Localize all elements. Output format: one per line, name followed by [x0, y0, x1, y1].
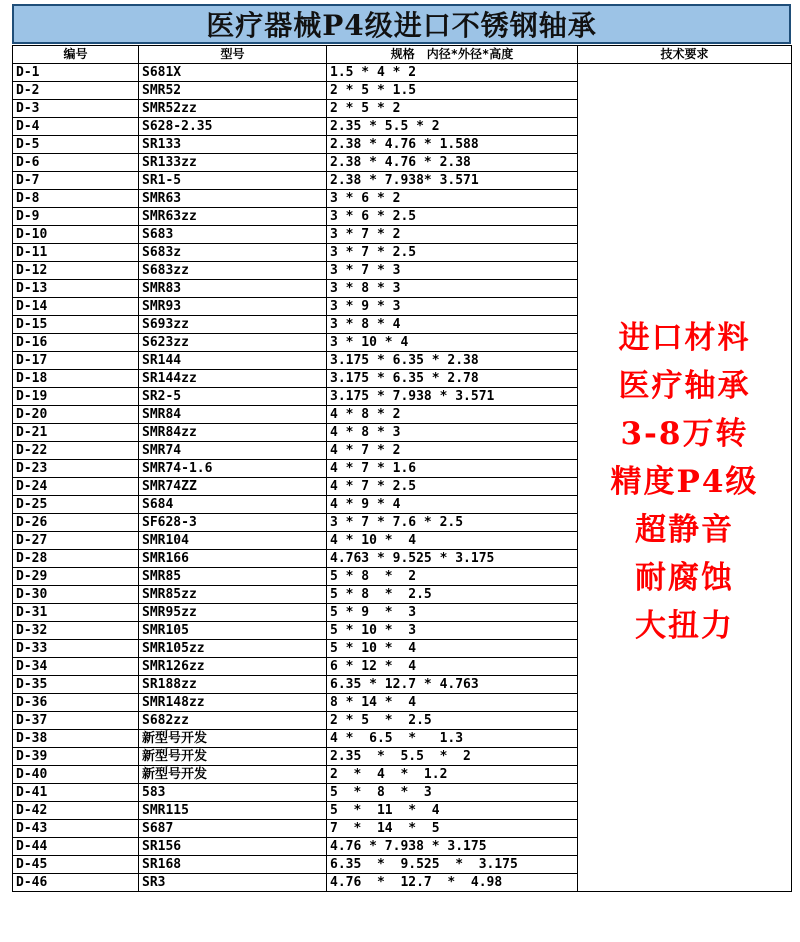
- cell-spec: 4 * 6.5 * 1.3: [327, 730, 578, 748]
- cell-code: D-43: [13, 820, 139, 838]
- cell-model: SMR105zz: [139, 640, 327, 658]
- cell-spec: 2.38 * 7.938* 3.571: [327, 172, 578, 190]
- cell-code: D-37: [13, 712, 139, 730]
- cell-code: D-5: [13, 136, 139, 154]
- cell-code: D-32: [13, 622, 139, 640]
- cell-spec: 5 * 11 * 4: [327, 802, 578, 820]
- cell-model: 583: [139, 784, 327, 802]
- cell-model: SMR95zz: [139, 604, 327, 622]
- cell-model: SMR52: [139, 82, 327, 100]
- header-requirements: 技术要求: [578, 46, 792, 64]
- table-header-row: [13, 46, 792, 64]
- cell-model: SR144: [139, 352, 327, 370]
- cell-code: D-25: [13, 496, 139, 514]
- requirement-line: 医疗轴承: [618, 367, 751, 404]
- requirement-line: 进口材料: [618, 319, 751, 356]
- cell-model: S683zz: [139, 262, 327, 280]
- cell-code: D-4: [13, 118, 139, 136]
- cell-spec: 3 * 7 * 3: [327, 262, 578, 280]
- cell-spec: 5 * 9 * 3: [327, 604, 578, 622]
- cell-code: D-35: [13, 676, 139, 694]
- cell-spec: 2 * 5 * 2: [327, 100, 578, 118]
- cell-model: SR168: [139, 856, 327, 874]
- cell-model: SMR85zz: [139, 586, 327, 604]
- cell-spec: 2 * 5 * 1.5: [327, 82, 578, 100]
- cell-model: S628-2.35: [139, 118, 327, 136]
- cell-spec: 4.76 * 7.938 * 3.175: [327, 838, 578, 856]
- cell-spec: 3 * 8 * 4: [327, 316, 578, 334]
- cell-spec: 5 * 8 * 2.5: [327, 586, 578, 604]
- cell-spec: 3.175 * 7.938 * 3.571: [327, 388, 578, 406]
- table-row: [13, 64, 792, 82]
- cell-spec: 1.5 * 4 * 2: [327, 64, 578, 82]
- bearing-table: [12, 45, 792, 892]
- header-model: 型号: [139, 46, 327, 64]
- cell-model: S683: [139, 226, 327, 244]
- cell-code: D-22: [13, 442, 139, 460]
- cell-code: D-6: [13, 154, 139, 172]
- cell-spec: 7 * 14 * 5: [327, 820, 578, 838]
- cell-spec: 5 * 8 * 3: [327, 784, 578, 802]
- cell-code: D-38: [13, 730, 139, 748]
- cell-model: SMR63zz: [139, 208, 327, 226]
- cell-model: SR1-5: [139, 172, 327, 190]
- cell-code: D-23: [13, 460, 139, 478]
- cell-code: D-14: [13, 298, 139, 316]
- cell-spec: 4 * 8 * 2: [327, 406, 578, 424]
- cell-spec: 3 * 6 * 2: [327, 190, 578, 208]
- cell-code: D-27: [13, 532, 139, 550]
- cell-model: SMR84: [139, 406, 327, 424]
- cell-spec: 3 * 7 * 2.5: [327, 244, 578, 262]
- cell-code: D-11: [13, 244, 139, 262]
- cell-model: SMR52zz: [139, 100, 327, 118]
- cell-model: SMR104: [139, 532, 327, 550]
- requirements-cell: [578, 64, 792, 892]
- requirement-line: 大扭力: [635, 607, 734, 644]
- cell-spec: 4.763 * 9.525 * 3.175: [327, 550, 578, 568]
- cell-spec: 5 * 8 * 2: [327, 568, 578, 586]
- cell-model: SMR83: [139, 280, 327, 298]
- cell-spec: 5 * 10 * 4: [327, 640, 578, 658]
- cell-spec: 6 * 12 * 4: [327, 658, 578, 676]
- cell-model: S682zz: [139, 712, 327, 730]
- cell-code: D-8: [13, 190, 139, 208]
- cell-model: SR156: [139, 838, 327, 856]
- cell-code: D-36: [13, 694, 139, 712]
- cell-code: D-42: [13, 802, 139, 820]
- cell-spec: 2.38 * 4.76 * 2.38: [327, 154, 578, 172]
- cell-code: D-44: [13, 838, 139, 856]
- requirement-line: 耐腐蚀: [635, 559, 734, 596]
- cell-spec: 4 * 9 * 4: [327, 496, 578, 514]
- cell-spec: 2.35 * 5.5 * 2: [327, 748, 578, 766]
- cell-spec: 2 * 5 * 2.5: [327, 712, 578, 730]
- header-code: 编号: [13, 46, 139, 64]
- cell-spec: 4 * 8 * 3: [327, 424, 578, 442]
- cell-model: SMR84zz: [139, 424, 327, 442]
- cell-model: S683z: [139, 244, 327, 262]
- cell-spec: 3 * 9 * 3: [327, 298, 578, 316]
- cell-code: D-41: [13, 784, 139, 802]
- cell-code: D-10: [13, 226, 139, 244]
- header-spec: 规格 内径*外径*高度: [327, 46, 578, 64]
- cell-code: D-31: [13, 604, 139, 622]
- cell-code: D-26: [13, 514, 139, 532]
- cell-model: S623zz: [139, 334, 327, 352]
- cell-code: D-15: [13, 316, 139, 334]
- cell-spec: 4.76 * 12.7 * 4.98: [327, 874, 578, 892]
- cell-model: SMR93: [139, 298, 327, 316]
- cell-model: SMR74ZZ: [139, 478, 327, 496]
- cell-spec: 4 * 7 * 1.6: [327, 460, 578, 478]
- cell-code: D-29: [13, 568, 139, 586]
- cell-model: 新型号开发: [139, 748, 327, 766]
- cell-model: SR144zz: [139, 370, 327, 388]
- requirement-line: 3-8万转: [620, 415, 749, 452]
- cell-code: D-34: [13, 658, 139, 676]
- cell-model: SMR105: [139, 622, 327, 640]
- cell-code: D-33: [13, 640, 139, 658]
- cell-model: SMR115: [139, 802, 327, 820]
- cell-spec: 2.38 * 4.76 * 1.588: [327, 136, 578, 154]
- cell-model: SR3: [139, 874, 327, 892]
- cell-spec: 3 * 7 * 7.6 * 2.5: [327, 514, 578, 532]
- requirement-line: 精度P4级: [610, 463, 759, 500]
- cell-spec: 3 * 8 * 3: [327, 280, 578, 298]
- cell-code: D-12: [13, 262, 139, 280]
- cell-model: SR133zz: [139, 154, 327, 172]
- cell-code: D-40: [13, 766, 139, 784]
- cell-model: SMR85: [139, 568, 327, 586]
- cell-model: SMR126zz: [139, 658, 327, 676]
- cell-code: D-3: [13, 100, 139, 118]
- cell-model: 新型号开发: [139, 766, 327, 784]
- cell-code: D-28: [13, 550, 139, 568]
- cell-spec: 3.175 * 6.35 * 2.38: [327, 352, 578, 370]
- cell-model: 新型号开发: [139, 730, 327, 748]
- cell-spec: 6.35 * 9.525 * 3.175: [327, 856, 578, 874]
- cell-spec: 3 * 10 * 4: [327, 334, 578, 352]
- cell-code: D-7: [13, 172, 139, 190]
- cell-code: D-46: [13, 874, 139, 892]
- cell-spec: 5 * 10 * 3: [327, 622, 578, 640]
- cell-code: D-13: [13, 280, 139, 298]
- cell-spec: 3.175 * 6.35 * 2.78: [327, 370, 578, 388]
- cell-code: D-30: [13, 586, 139, 604]
- cell-spec: 4 * 7 * 2.5: [327, 478, 578, 496]
- cell-code: D-1: [13, 64, 139, 82]
- cell-model: SR188zz: [139, 676, 327, 694]
- requirement-line: 超静音: [635, 511, 734, 548]
- cell-code: D-16: [13, 334, 139, 352]
- cell-spec: 2.35 * 5.5 * 2: [327, 118, 578, 136]
- page-title: 医疗器械P4级进口不锈钢轴承: [12, 4, 791, 44]
- cell-code: D-9: [13, 208, 139, 226]
- cell-code: D-24: [13, 478, 139, 496]
- cell-code: D-2: [13, 82, 139, 100]
- cell-code: D-18: [13, 370, 139, 388]
- cell-spec: 2 * 4 * 1.2: [327, 766, 578, 784]
- cell-model: SMR74: [139, 442, 327, 460]
- cell-model: S681X: [139, 64, 327, 82]
- cell-model: S687: [139, 820, 327, 838]
- cell-spec: 8 * 14 * 4: [327, 694, 578, 712]
- cell-model: SF628-3: [139, 514, 327, 532]
- cell-spec: 3 * 6 * 2.5: [327, 208, 578, 226]
- cell-code: D-21: [13, 424, 139, 442]
- cell-code: D-19: [13, 388, 139, 406]
- cell-code: D-20: [13, 406, 139, 424]
- cell-model: SMR74-1.6: [139, 460, 327, 478]
- cell-spec: 4 * 7 * 2: [327, 442, 578, 460]
- cell-spec: 3 * 7 * 2: [327, 226, 578, 244]
- cell-spec: 4 * 10 * 4: [327, 532, 578, 550]
- cell-model: SMR166: [139, 550, 327, 568]
- cell-model: SR133: [139, 136, 327, 154]
- cell-code: D-45: [13, 856, 139, 874]
- cell-model: SR2-5: [139, 388, 327, 406]
- cell-model: SMR148zz: [139, 694, 327, 712]
- cell-code: D-39: [13, 748, 139, 766]
- cell-model: SMR63: [139, 190, 327, 208]
- cell-model: S684: [139, 496, 327, 514]
- cell-model: S693zz: [139, 316, 327, 334]
- cell-spec: 6.35 * 12.7 * 4.763: [327, 676, 578, 694]
- cell-code: D-17: [13, 352, 139, 370]
